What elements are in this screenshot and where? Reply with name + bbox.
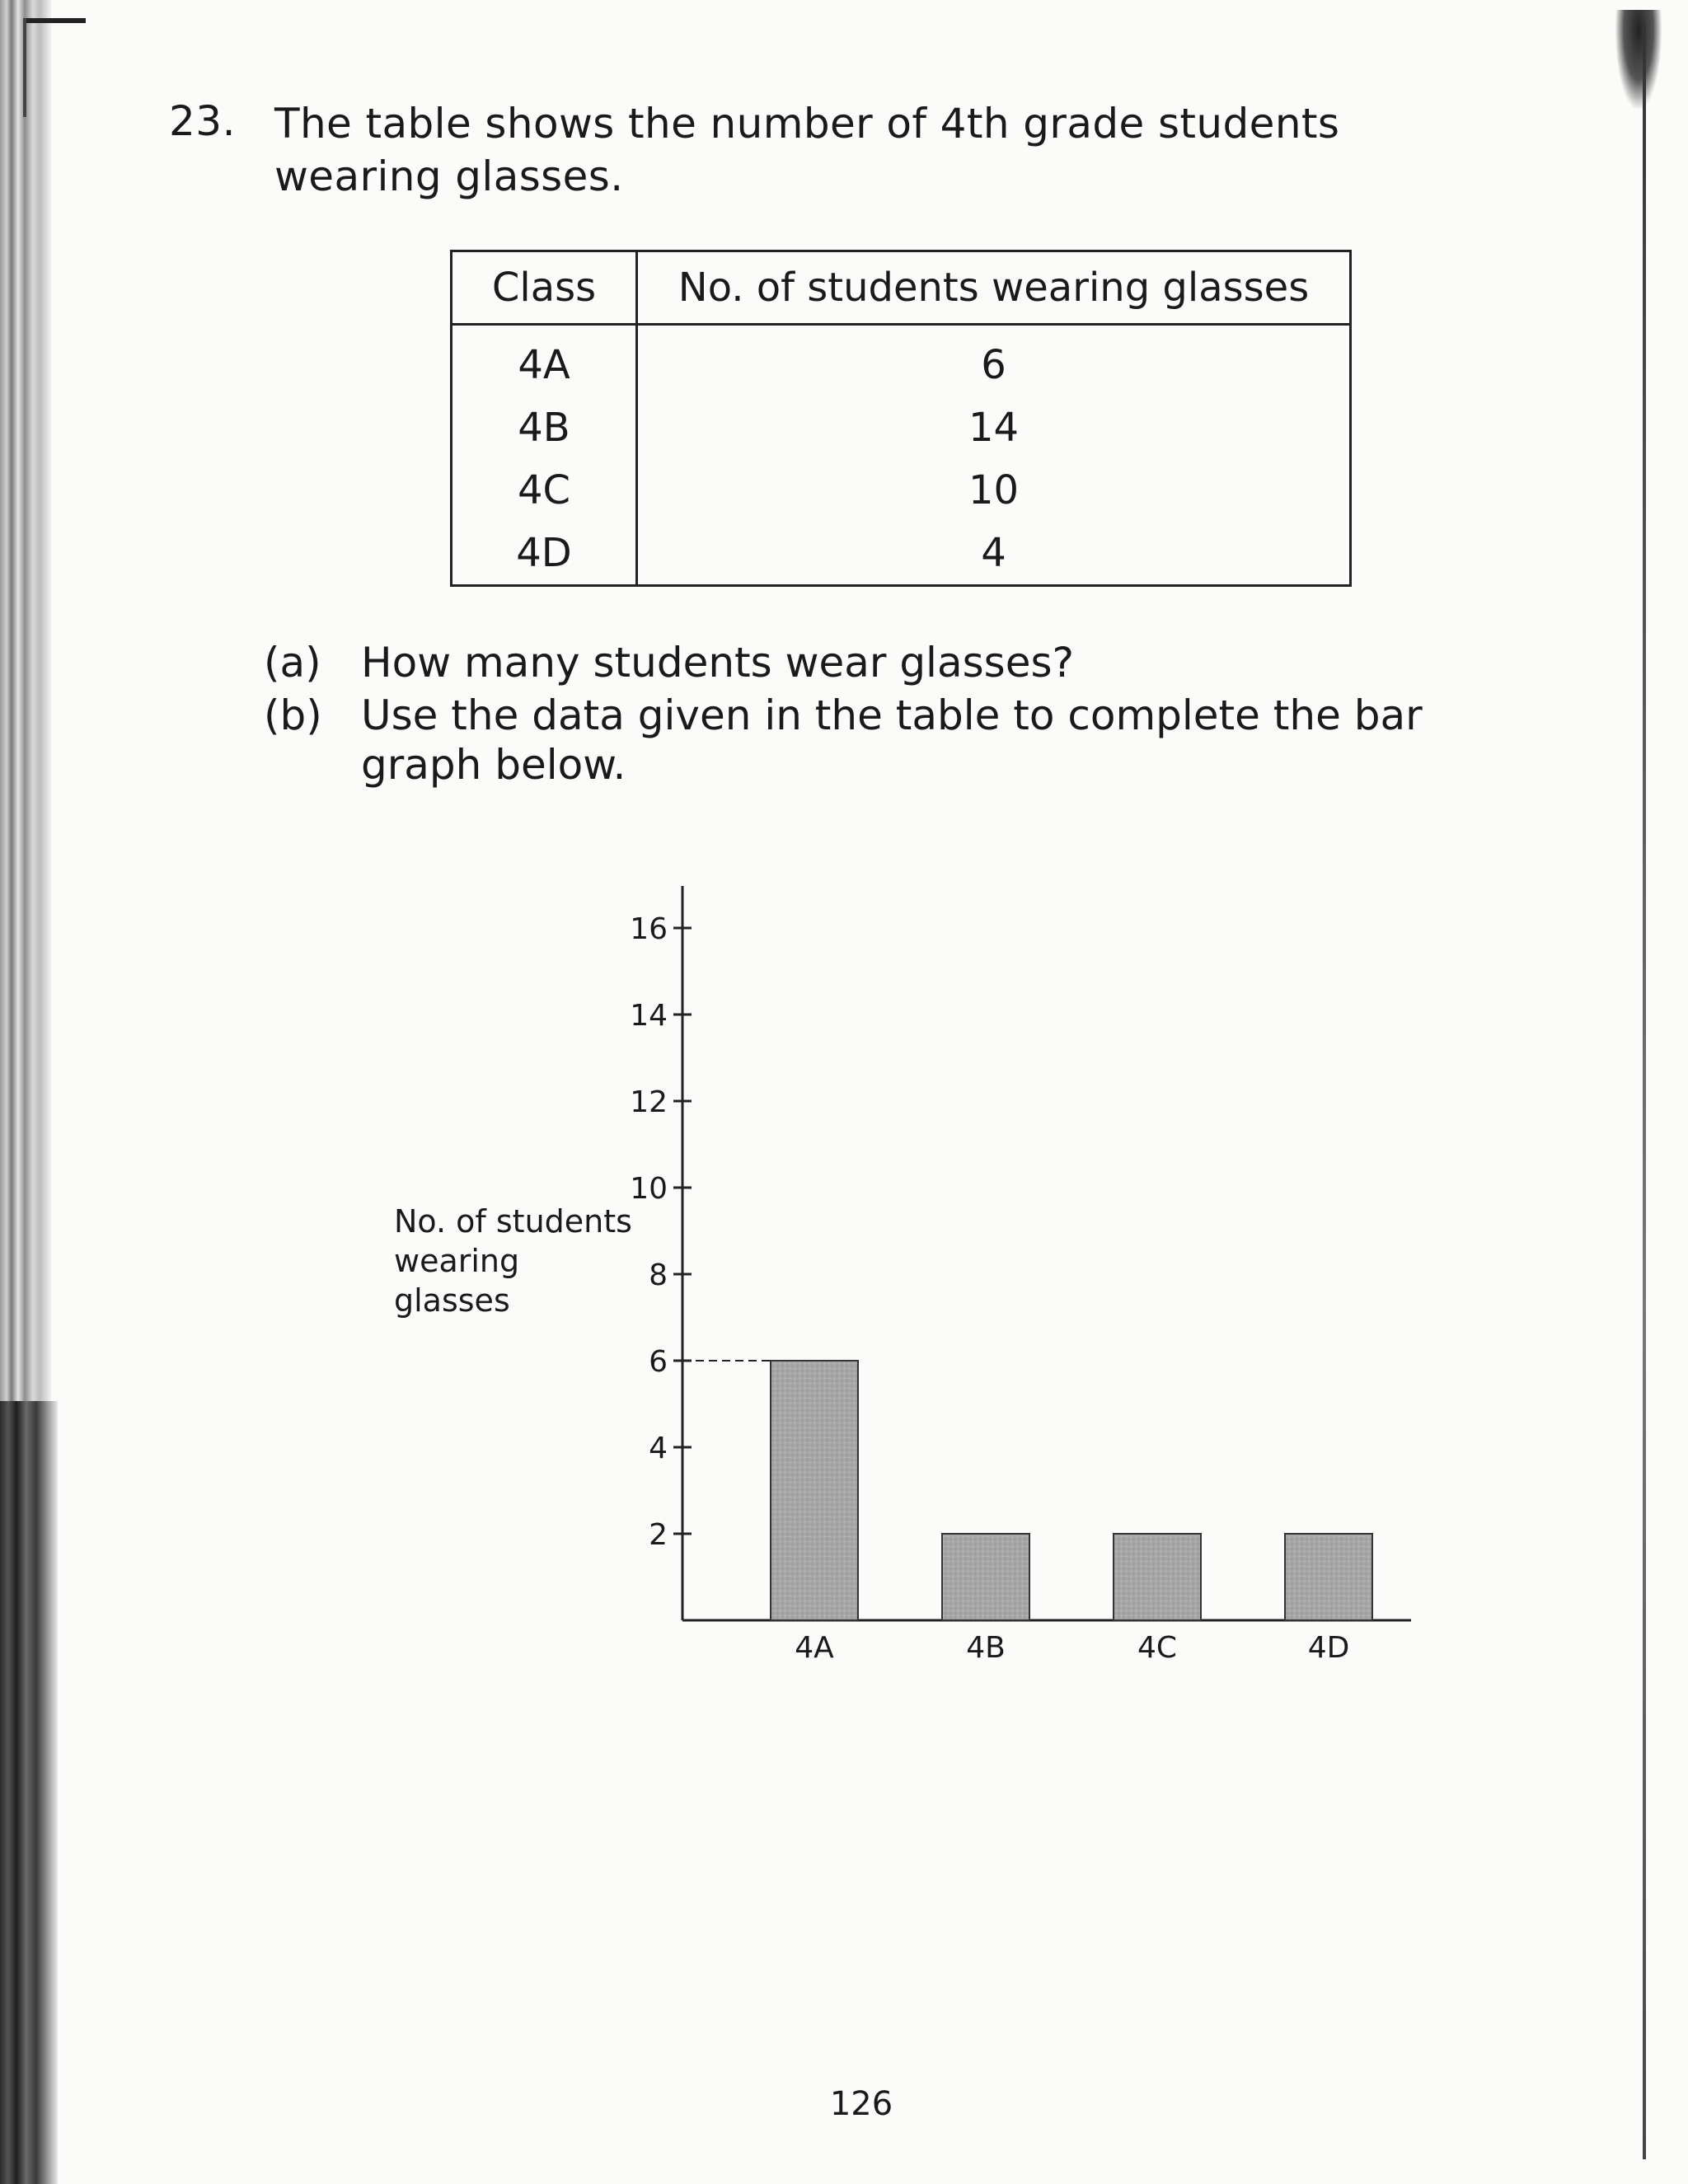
table-header-count: No. of students wearing glasses [637, 251, 1351, 325]
chart-y-axis-label: No. of students wearing glasses [394, 1203, 632, 1319]
table-header-class: Class [452, 251, 637, 325]
table-cell-count: 4 [981, 530, 1006, 576]
x-tick-label: 4C [1137, 1631, 1178, 1665]
page-number: 126 [829, 2085, 893, 2123]
part-b-text: Use the data given in the table to complete the bar graph below. [361, 691, 1423, 789]
table-cell-class: 4D [452, 522, 637, 586]
part-b-label: (b) [264, 691, 322, 739]
part-a-label: (a) [264, 639, 321, 687]
part-a-text: How many students wear glasses? [361, 639, 1075, 687]
y-tick-label: 6 [649, 1345, 668, 1379]
bar-4a [771, 1361, 858, 1620]
x-tick-label: 4A [795, 1631, 834, 1665]
table-cell-class: 4A [452, 325, 637, 397]
y-tick-label: 8 [649, 1258, 668, 1292]
question-text: The table shows the number of 4th grade students wearing glasses. [274, 100, 1340, 200]
table-cell-class: 4B [452, 396, 637, 459]
bar-4c [1114, 1534, 1201, 1620]
table-cell-count: 10 [968, 467, 1020, 513]
y-tick-label: 14 [630, 999, 668, 1033]
bar-4d [1285, 1534, 1372, 1620]
table-cell-count: 6 [981, 342, 1006, 388]
table-cell-class: 4C [452, 459, 637, 522]
bar-4b [942, 1534, 1029, 1620]
y-tick-label: 4 [649, 1432, 668, 1465]
y-tick-label: 2 [649, 1518, 668, 1552]
y-tick-label: 16 [630, 912, 668, 946]
question-number: 23. [169, 97, 237, 145]
y-tick-label: 10 [630, 1172, 668, 1206]
x-tick-label: 4B [966, 1631, 1006, 1665]
x-tick-label: 4D [1307, 1631, 1350, 1665]
table-cell-count: 14 [968, 405, 1020, 451]
y-tick-label: 12 [630, 1085, 668, 1119]
